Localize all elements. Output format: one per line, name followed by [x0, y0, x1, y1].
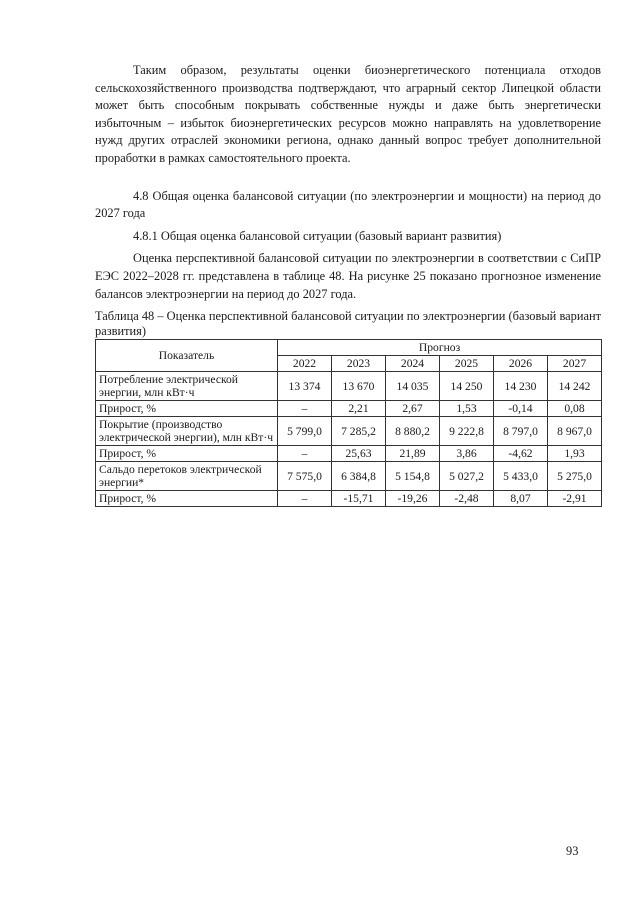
table-row: [96, 462, 602, 491]
row-value: 5 275,0: [548, 462, 602, 491]
header-year: 2023: [332, 356, 386, 372]
row-value: 8 967,0: [548, 417, 602, 446]
row-value: 8 797,0: [494, 417, 548, 446]
row-value: 7 285,2: [332, 417, 386, 446]
row-value: –: [278, 491, 332, 507]
page-number: 93: [566, 844, 579, 858]
row-value: 13 670: [332, 372, 386, 401]
balance-table: [95, 339, 602, 507]
row-value: 14 035: [386, 372, 440, 401]
row-value: -4,62: [494, 446, 548, 462]
header-forecast: Прогноз: [278, 340, 602, 356]
row-label: Покрытие (производство электрической энергии), млн кВт·ч: [96, 417, 278, 446]
row-value: 6 384,8: [332, 462, 386, 491]
row-label: Потребление электрической энергии, млн кВт·ч: [96, 372, 278, 401]
conclusion-paragraph: Таким образом, результаты оценки биоэнергетического потенциала отходов сельскохозяйственного производства подтверждают, что аграрный сектор Липецкой области может быть способным покрывать собственные нужды и даже быть энергетически избыточным – избыток биоэнергетических ресурсов можно направлять на удовлетворение нужд других отраслей экономики региона, однако данный вопрос требует дополнительной проработки в рамках самостоятельного проекта.: [95, 63, 601, 165]
row-value: -19,26: [386, 491, 440, 507]
row-value: 25,63: [332, 446, 386, 462]
table-row: [96, 446, 602, 462]
row-value: 2,21: [332, 401, 386, 417]
row-value: 5 799,0: [278, 417, 332, 446]
row-value: 2,67: [386, 401, 440, 417]
row-label: Прирост, %: [96, 401, 278, 417]
table-caption: Таблица 48 – Оценка перспективной балансовой ситуации по электроэнергии (базовый вариант развития): [95, 309, 601, 339]
header-indicator: Показатель: [96, 340, 278, 372]
table-intro-paragraph: Оценка перспективной балансовой ситуации по электроэнергии в соответствии с СиПР ЕЭС 2022–2028 гг. представлена в таблице 48. На рисунке 25 показано прогнозное изменение балансов электроэнергии на период до 2027 года.: [95, 251, 601, 301]
header-year: 2027: [548, 356, 602, 372]
header-year: 2026: [494, 356, 548, 372]
row-value: 5 433,0: [494, 462, 548, 491]
table-row: [96, 417, 602, 446]
row-label: Прирост, %: [96, 446, 278, 462]
row-value: 7 575,0: [278, 462, 332, 491]
row-value: 5 027,2: [440, 462, 494, 491]
row-value: 13 374: [278, 372, 332, 401]
row-label: Прирост, %: [96, 491, 278, 507]
row-value: -15,71: [332, 491, 386, 507]
section-heading: 4.8 Общая оценка балансовой ситуации (по электроэнергии и мощности) на период до 2027 года: [95, 188, 601, 221]
table-row: [96, 372, 602, 401]
row-value: -2,91: [548, 491, 602, 507]
row-value: 14 230: [494, 372, 548, 401]
row-value: 3,86: [440, 446, 494, 462]
row-value: 0,08: [548, 401, 602, 417]
row-value: 1,93: [548, 446, 602, 462]
document-page: [95, 62, 601, 507]
row-value: –: [278, 401, 332, 417]
header-year: 2025: [440, 356, 494, 372]
row-value: 14 250: [440, 372, 494, 401]
row-value: 14 242: [548, 372, 602, 401]
table-row: [96, 491, 602, 507]
row-label: Сальдо перетоков электрической энергии*: [96, 462, 278, 491]
header-year: 2022: [278, 356, 332, 372]
subsection-heading: 4.8.1 Общая оценка балансовой ситуации (базовый вариант развития): [133, 228, 502, 243]
row-value: 5 154,8: [386, 462, 440, 491]
row-value: –: [278, 446, 332, 462]
row-value: -2,48: [440, 491, 494, 507]
table-row: [96, 401, 602, 417]
row-value: 8 880,2: [386, 417, 440, 446]
row-value: 8,07: [494, 491, 548, 507]
row-value: 9 222,8: [440, 417, 494, 446]
row-value: 1,53: [440, 401, 494, 417]
row-value: -0,14: [494, 401, 548, 417]
row-value: 21,89: [386, 446, 440, 462]
header-year: 2024: [386, 356, 440, 372]
